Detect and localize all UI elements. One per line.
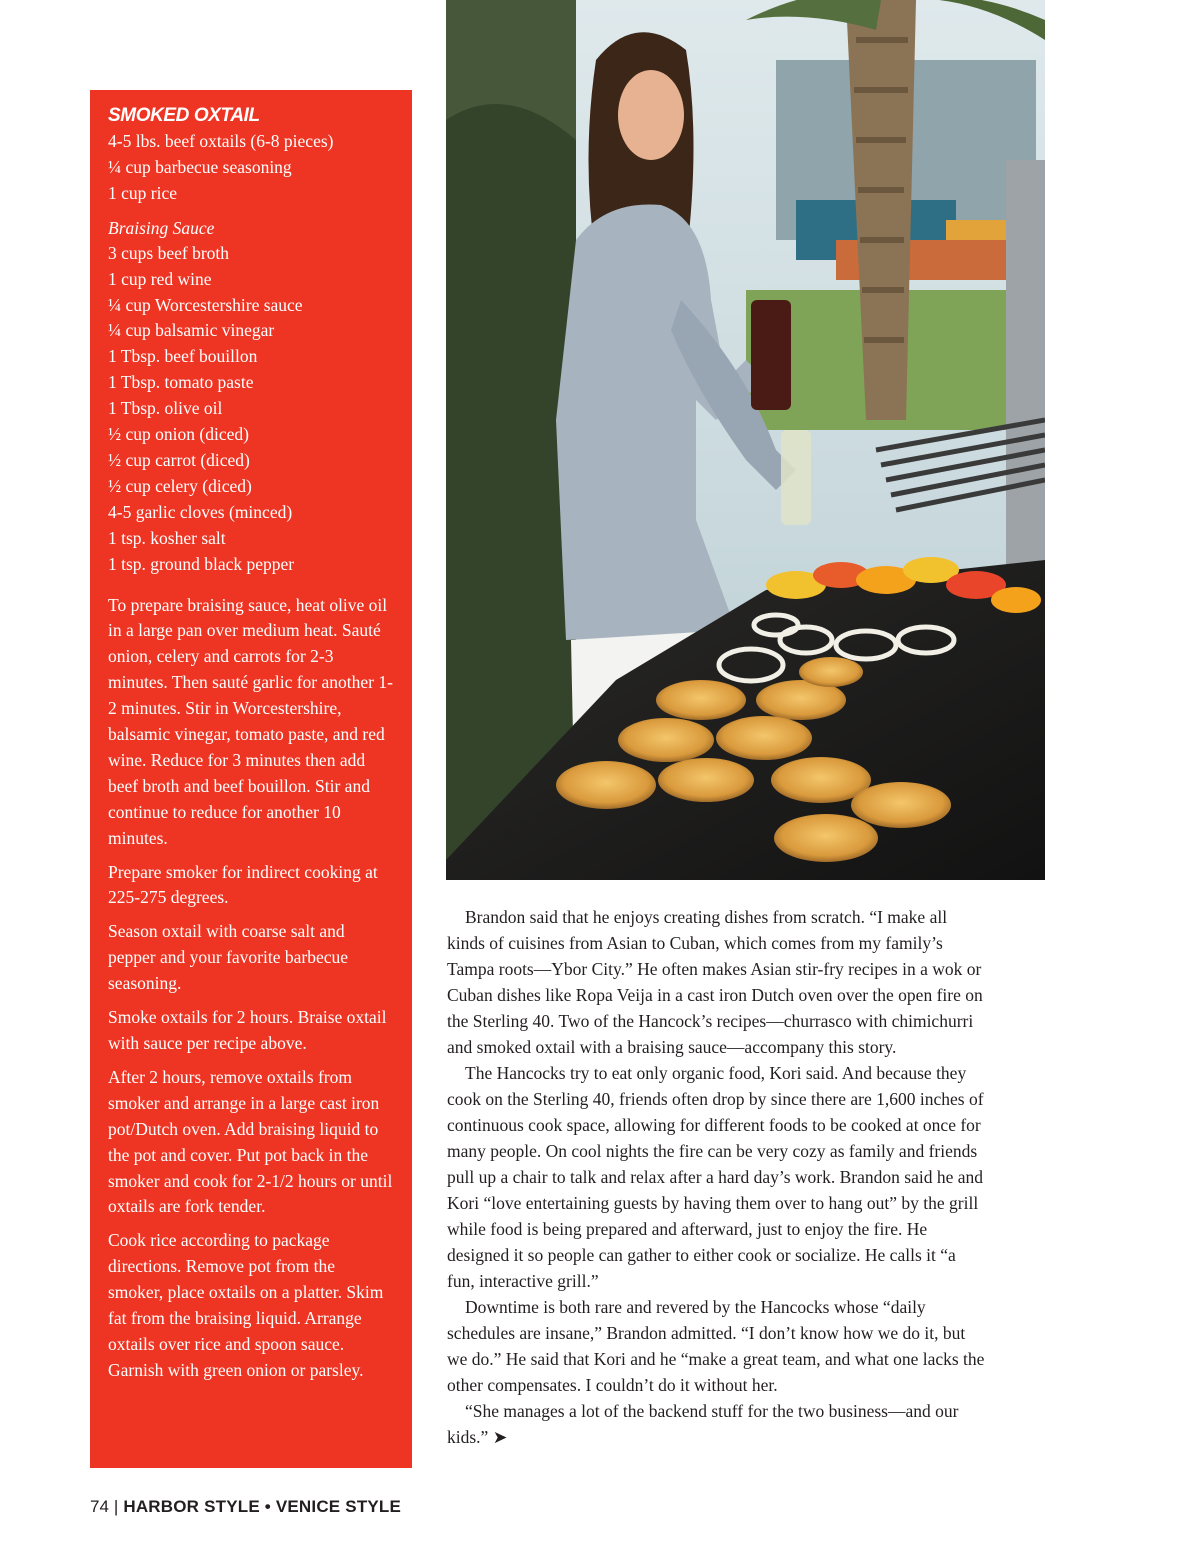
sauce-ingredient-item: ¼ cup balsamic vinegar bbox=[108, 320, 275, 341]
article-paragraph: “She manages a lot of the backend stuff for the two business—and our kids.” ➤ bbox=[447, 1401, 959, 1447]
recipe-step: Cook rice according to package directions. Remove pot from the smoker, place oxtails on a platter. Skim fat from the braising liquid. Arrange oxtails over rice and spoon sauce. Garnish with green onion or parsley. bbox=[108, 1230, 384, 1380]
ingredient-item: 4-5 lbs. beef oxtails (6-8 pieces) bbox=[108, 131, 334, 151]
sauce-ingredient-item: 1 cup red wine bbox=[108, 268, 212, 289]
sauce-ingredient-item: ½ cup carrot (diced) bbox=[108, 449, 250, 470]
sauce-ingredient-item: 1 Tbsp. olive oil bbox=[108, 398, 223, 419]
sauce-ingredient-item: 1 Tbsp. tomato paste bbox=[108, 372, 254, 393]
ingredient-item: ¼ cup barbecue seasoning bbox=[108, 156, 292, 177]
ingredient-item: 1 cup rice bbox=[108, 182, 177, 203]
sauce-ingredient-list bbox=[108, 241, 394, 578]
sauce-ingredient-item: 4-5 garlic cloves (minced) bbox=[108, 501, 293, 522]
sauce-ingredient-item: 3 cups beef broth bbox=[108, 242, 230, 263]
publication-name: HARBOR STYLE • VENICE STYLE bbox=[123, 1497, 402, 1516]
recipe-step: Season oxtail with coarse salt and pepper and your favorite barbecue seasoning. bbox=[108, 921, 349, 994]
article-paragraph: Downtime is both rare and revered by the Hancocks whose “daily schedules are insane,” Brandon admitted. “I don’t know how we do it, but we do.” He said that Kori and he “make a great team, and what one lacks the other compensates. I couldn’t do it without her. bbox=[447, 1297, 985, 1395]
page-number: 74 bbox=[90, 1497, 109, 1516]
recipe-sidebar bbox=[90, 90, 412, 1468]
sauce-ingredient-item: ¼ cup Worcestershire sauce bbox=[108, 294, 303, 315]
ingredient-list bbox=[108, 129, 394, 207]
grill-photo bbox=[446, 0, 1045, 880]
sauce-ingredient-item: ½ cup celery (diced) bbox=[108, 475, 252, 496]
sauce-ingredient-item: 1 tsp. ground black pepper bbox=[108, 553, 295, 574]
sauce-ingredient-item: ½ cup onion (diced) bbox=[108, 424, 249, 445]
article-body bbox=[447, 904, 987, 1450]
recipe-title: SMOKED OXTAIL bbox=[108, 105, 260, 126]
recipe-step: Prepare smoker for indirect cooking at 225-275 degrees. bbox=[108, 861, 378, 908]
recipe-step: To prepare braising sauce, heat olive oil in a large pan over medium heat. Sauté onion, celery and carrots for 2-3 minutes. Then sauté garlic for another 1-2 minutes. Stir in Worcestershire, balsamic vinegar, tomato paste, and red wine. Reduce for 3 minutes then add beef broth and beef bouillon. Stir and continue to reduce for another 10 minutes. bbox=[108, 594, 393, 848]
page-footer bbox=[90, 1495, 401, 1519]
sauce-title: Braising Sauce bbox=[108, 217, 215, 238]
recipe-steps bbox=[108, 593, 394, 1384]
article-paragraph: Brandon said that he enjoys creating dishes from scratch. “I make all kinds of cuisines from Asian to Cuban, which comes from my family’s Tampa roots—Ybor City.” He often makes Asian stir-fry recipes in a wok or Cuban dishes like Ropa Veija in a cast iron Dutch oven over the open fire on the Sterling 40. Two of the Hancock’s recipes—churrasco with chimichurri and smoked oxtail with a braising sauce—accompany this story. bbox=[447, 907, 983, 1057]
article-paragraph: The Hancocks try to eat only organic food, Kori said. And because they cook on the Sterling 40, friends often drop by since there are 1,600 inches of continuous cook space, allowing for different foods to be cooked at once for many people. On cool nights the fire can be very cozy as family and friends pull up a chair to talk and relax after a hard day’s work. Brandon said he and Kori “love entertaining guests by having them over to hang out” by the grill while food is being prepared and afterward, just to enjoy the fire. He designed it so people can gather to either cook or socialize. He calls it “a fun, interactive grill.” bbox=[447, 1063, 984, 1291]
recipe-step: Smoke oxtails for 2 hours. Braise oxtail with sauce per recipe above. bbox=[108, 1007, 387, 1053]
recipe-step: After 2 hours, remove oxtails from smoker and arrange in a large cast iron pot/Dutch oven. Add braising liquid to the pot and cover. Put pot back in the smoker and cook for 2-1/2 hours or until oxtails are fork tender. bbox=[108, 1066, 393, 1217]
sauce-ingredient-item: 1 Tbsp. beef bouillon bbox=[108, 346, 258, 367]
sauce-ingredient-item: 1 tsp. kosher salt bbox=[108, 527, 226, 548]
footer-separator: | bbox=[113, 1497, 119, 1516]
